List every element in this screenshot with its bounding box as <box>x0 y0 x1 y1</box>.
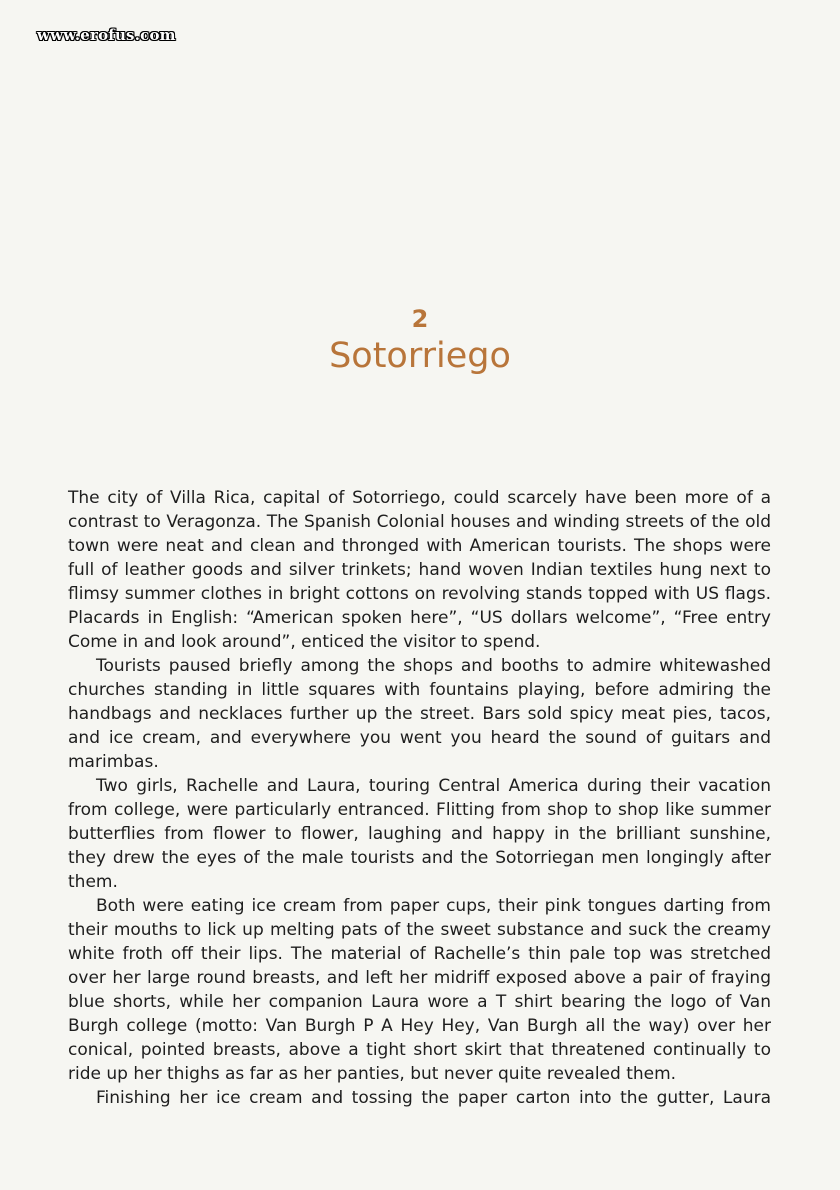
paragraph-5: Finishing her ice cream and tossing the paper carton into the gutter, Laura <box>96 1088 771 1108</box>
chapter-body <box>68 486 771 1110</box>
paragraph-2: Tourists paused briefly among the shops and booths to admire whitewashed churches standing in little squares with fountains playing, before admiring the handbags and necklaces further up the street. Bars sold spicy meat pies, tacos, and ice cream, and everywhere you went you heard the sound of guitars and marimbas. <box>68 656 771 772</box>
paragraph-1: The city of Villa Rica, capital of Sotorriego, could scarcely have been more of a contrast to Veragonza. The Spanish Colonial houses and winding streets of the old town were neat and clean and thronged with American tourists. The shops were full of leather goods and silver trinkets; hand woven Indian textiles hung next to flimsy summer clothes in bright cottons on revolving stands topped with US flags. Placards in English: “American spoken here”, “US dollars welcome”, “Free entry Come in and look around”, enticed the visitor to spend. <box>68 488 771 652</box>
chapter-title: Sotorriego <box>329 336 511 376</box>
paragraph-4: Both were eating ice cream from paper cups, their pink tongues darting from their mouths to lick up melting pats of the sweet substance and suck the creamy white froth off their lips. The material of Rachelle’s thin pale top was stretched over her large round breasts, and left her midriff exposed above a pair of fraying blue shorts, while her companion Laura wore a T shirt bearing the logo of Van Burgh college (motto: Van Burgh P A Hey Hey, Van Burgh all the way) over her conical, pointed breasts, above a tight short skirt that threatened continually to ride up her thighs as far as her panties, but never quite revealed them. <box>68 896 771 1084</box>
watermark-text: www.erofus.com <box>37 26 176 44</box>
paragraph-3: Two girls, Rachelle and Laura, touring Central America during their vacation from college, were particularly entranced. Flitting from shop to shop like summer butterflies from flower to flower, laughing and happy in the brilliant sunshine, they drew the eyes of the male tourists and the Sotorriegan men longingly after them. <box>68 776 771 892</box>
chapter-number: 2 <box>411 305 429 333</box>
